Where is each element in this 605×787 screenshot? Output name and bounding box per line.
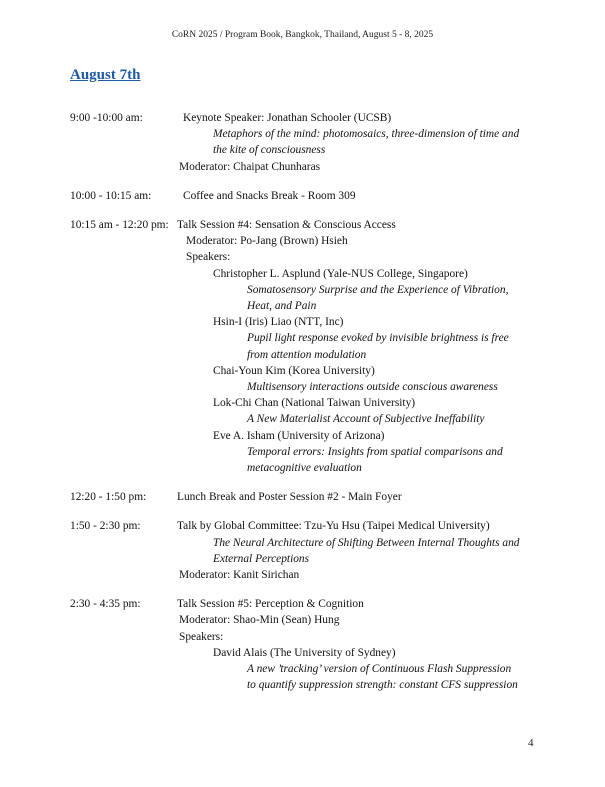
entry-content <box>177 518 605 583</box>
entry-line: Heat, and Pain <box>247 300 317 313</box>
entry-time: 10:00 - 10:15 am: <box>70 189 152 202</box>
entry-line: Hsin-I (Iris) Liao (NTT, Inc) <box>213 316 344 329</box>
entry-time: 2:30 - 4:35 pm: <box>70 598 141 611</box>
entry-line: from attention modulation <box>247 348 367 361</box>
entry-content <box>177 188 605 204</box>
entry-time: 9:00 -10:00 am: <box>70 112 143 124</box>
document-header: CoRN 2025 / Program Book, Bangkok, Thailand, August 5 - 8, 2025 <box>171 30 434 40</box>
entry-line: Temporal errors: Insights from spatial comparisons and <box>247 445 503 458</box>
entry-line: Talk Session #5: Perception & Cognition <box>177 598 364 611</box>
entry-line: Chai-Youn Kim (Korea University) <box>213 364 375 377</box>
entry-line: Talk by Global Committee: Tzu-Yu Hsu (Taipei Medical University) <box>177 520 490 533</box>
schedule-entry <box>70 217 605 476</box>
entry-time: 12:20 - 1:50 pm: <box>70 491 147 504</box>
entry-line: Christopher L. Asplund (Yale-NUS College, Singapore) <box>213 267 468 280</box>
entry-line: David Alais (The University of Sydney) <box>213 646 396 659</box>
schedule-entry <box>70 596 605 693</box>
entry-time: 10:15 am - 12:20 pm: <box>70 219 169 232</box>
entry-time: 1:50 - 2:30 pm: <box>70 520 141 533</box>
schedule-entry <box>70 110 605 175</box>
entry-line: Talk Session #4: Sensation & Conscious Access <box>177 219 396 232</box>
entry-line: Metaphors of the mind: photomosaics, three-dimension of time and <box>213 128 520 141</box>
entry-content <box>177 489 605 505</box>
schedule-list <box>70 110 605 694</box>
entry-line: A new ’tracking’ version of Continuous Flash Suppression <box>247 663 512 676</box>
entry-line: Pupil light response evoked by invisible brightness is free <box>247 332 509 345</box>
entry-line: metacognitive evaluation <box>247 462 362 475</box>
entry-content <box>177 596 605 693</box>
entry-line: Eve A. Isham (University of Arizona) <box>213 429 385 442</box>
entry-line: Lok-Chi Chan (National Taiwan University) <box>213 397 416 410</box>
entry-line: A New Materialist Account of Subjective Ineffability <box>247 413 485 426</box>
entry-line: Moderator: Po-Jang (Brown) Hsieh <box>186 235 348 248</box>
schedule-entry <box>70 489 605 505</box>
entry-line: Keynote Speaker: Jonathan Schooler (UCSB) <box>183 112 392 124</box>
schedule-entry <box>70 188 605 204</box>
schedule-entry <box>70 518 605 583</box>
entry-line: Moderator: Chaipat Chunharas <box>179 160 321 173</box>
page-number: 4 <box>528 737 534 749</box>
entry-line: Speakers: <box>179 630 224 643</box>
entry-line: Somatosensory Surprise and the Experience of Vibration, <box>247 283 509 296</box>
entry-line: External Perceptions <box>213 552 310 565</box>
entry-content <box>177 217 605 476</box>
page-heading: August 7th <box>70 67 141 83</box>
entry-line: The Neural Architecture of Shifting Between Internal Thoughts and <box>213 536 520 549</box>
entry-line: to quantify suppression strength: constant CFS suppression <box>247 679 518 692</box>
entry-content <box>177 110 605 175</box>
entry-line: Coffee and Snacks Break - Room 309 <box>183 189 356 202</box>
entry-line: Lunch Break and Poster Session #2 - Main Foyer <box>177 491 402 504</box>
entry-line: the kite of consciousness <box>213 144 326 157</box>
entry-line: Speakers: <box>186 251 231 264</box>
entry-line: Multisensory interactions outside conscious awareness <box>247 381 498 394</box>
entry-line: Moderator: Kanit Sirichan <box>179 569 300 582</box>
entry-line: Moderator: Shao-Min (Sean) Hung <box>179 614 340 627</box>
